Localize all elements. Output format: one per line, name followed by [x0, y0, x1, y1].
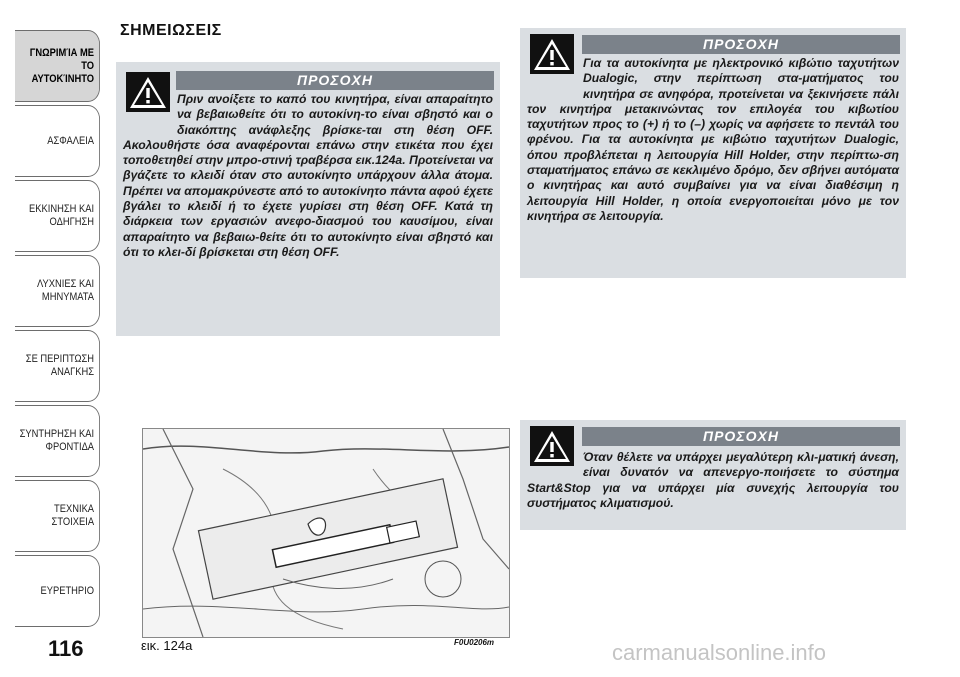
- tab-label: ΓΝΩΡΙΜΊΑ ΜΕ ΤΟ ΑΥΤΟΚΊΝΗΤΟ: [29, 46, 95, 85]
- tab-starting-driving[interactable]: [15, 180, 100, 252]
- warning-text: [123, 62, 493, 260]
- tab-label: ΣΕ ΠΕΡΙΠΤΩΣΗ ΑΝΑΓΚΗΣ: [25, 353, 95, 378]
- tab-index[interactable]: [15, 555, 100, 627]
- warning-header: ΠΡΟΣΟΧΗ: [582, 427, 900, 446]
- tab-emergency[interactable]: [15, 330, 100, 402]
- tab-label: ΕΚΚΙΝΗΣΗ ΚΑΙ ΟΔΗΓΗΣΗ: [29, 203, 95, 228]
- chapter-sidebar: [0, 0, 102, 640]
- page-number: 116: [48, 636, 84, 661]
- tab-label: ΛΥΧΝΙΕΣ ΚΑΙ ΜΗΝΥΜΑΤΑ: [36, 278, 95, 303]
- warning-body: Για τα αυτοκίνητα με ηλεκτρονικό κιβώτιο ταχυτήτων Dualogic, στην περίπτωση στα-ματήματος του κινητήρα σε ανηφόρα, προτείνεται να ξεκινήσετε πάλι τον κινητήρα μετακινώντας τον επιλογέα του κιβωτίου ταχυτήτων προς το (+) ή το (–) χωρίς να αφήσετε το πεντάλ του φρένου. Για τα αυτοκίνητα με κιβώτιο ταχυτήτων Dualogic, όπου προβλέπεται η λειτουργία Hill Holder, στην περίπτω-ση σταματήματος επάνω σε κεκλιμένο δρόμο, δεν σβήνει αυτόματα ο κινητήρας και αυτό συμβαίνει για να είναι διαθέσιμη η λειτουργία Hill Holder, η οποία ενεργοποιείται μόνο με τον κινητήρα σε λειτουργία.: [527, 56, 899, 223]
- section-title: ΣΗΜΕΙΩΣΕΙΣ: [120, 22, 222, 39]
- tab-lights-messages[interactable]: [15, 255, 100, 327]
- warning-body: Όταν θέλετε να υπάρχει μεγαλύτερη κλι-ματική άνεση, είναι δυνατόν να απενεργο-ποιήσετε το σύστημα Start&Stop για να υπάρχει μία συνεχής λειτουργία του συστήματος κλιματισμού.: [527, 450, 899, 510]
- watermark: carmanualsonline.info: [612, 640, 827, 665]
- figure-engine-bay-label: [142, 428, 510, 638]
- warning-box-dualogic: [520, 28, 906, 278]
- warning-triangle-icon: [530, 426, 574, 466]
- warning-header: ΠΡΟΣΟΧΗ: [176, 71, 494, 90]
- warning-header: ΠΡΟΣΟΧΗ: [582, 35, 900, 54]
- warning-box-hood: [116, 62, 500, 336]
- tab-technical-data[interactable]: [15, 480, 100, 552]
- engine-bay-illustration: [143, 429, 509, 637]
- warning-text: [527, 28, 899, 224]
- tab-getting-to-know[interactable]: [15, 30, 100, 102]
- figure-code: F0U0206m: [454, 638, 495, 647]
- warning-triangle-icon: [126, 72, 170, 112]
- tab-label: ΣΥΝΤΗΡΗΣΗ ΚΑΙ ΦΡΟΝΤΙΔΑ: [19, 428, 95, 453]
- warning-box-start-stop: [520, 420, 906, 530]
- tab-label: ΕΥΡΕΤΗΡΙΟ: [40, 584, 95, 597]
- warning-triangle-icon: [530, 34, 574, 74]
- tab-maintenance[interactable]: [15, 405, 100, 477]
- tab-safety[interactable]: [15, 105, 100, 177]
- figure-caption: εικ. 124a: [141, 638, 193, 653]
- warning-body: Πριν ανοίξετε το καπό του κινητήρα, είναι απαραίτητο να βεβαιωθείτε ότι το αυτοκίνη-το είναι σβηστό και ο διακόπτης ανάφλεξης βρίσκε-ται στη θέση OFF. Ακολουθήστε όσα αναφέρονται επάνω στην ετικέτα που έχει τοποθετηθεί στην μπρο-στινή τραβέρσα εικ.124a. Προτείνεται να βγάζετε το κλειδί όταν στο αυτοκίνητο υπάρχουν άλλα άτομα. Πρέπει να απομακρύνεστε από το αυτοκίνητο πάντα αφού έχετε βγάλει το κλειδί ή το έχετε γυρίσει στη θέση OFF. Κατά τη διάρκεια των εργασιών ανεφο-διασμού του καυσίμου, είναι απαραίτητο να βεβαιω-θείτε ότι το αυτοκίνητο είναι σβηστό και ότι το κλει-δί βρίσκεται στη θέση OFF.: [123, 92, 493, 259]
- tab-label: ΑΣΦΑΛΕΙΑ: [47, 134, 95, 147]
- tab-label: ΤΕΧΝΙΚΑ ΣΤΟΙΧΕΙΑ: [51, 503, 95, 528]
